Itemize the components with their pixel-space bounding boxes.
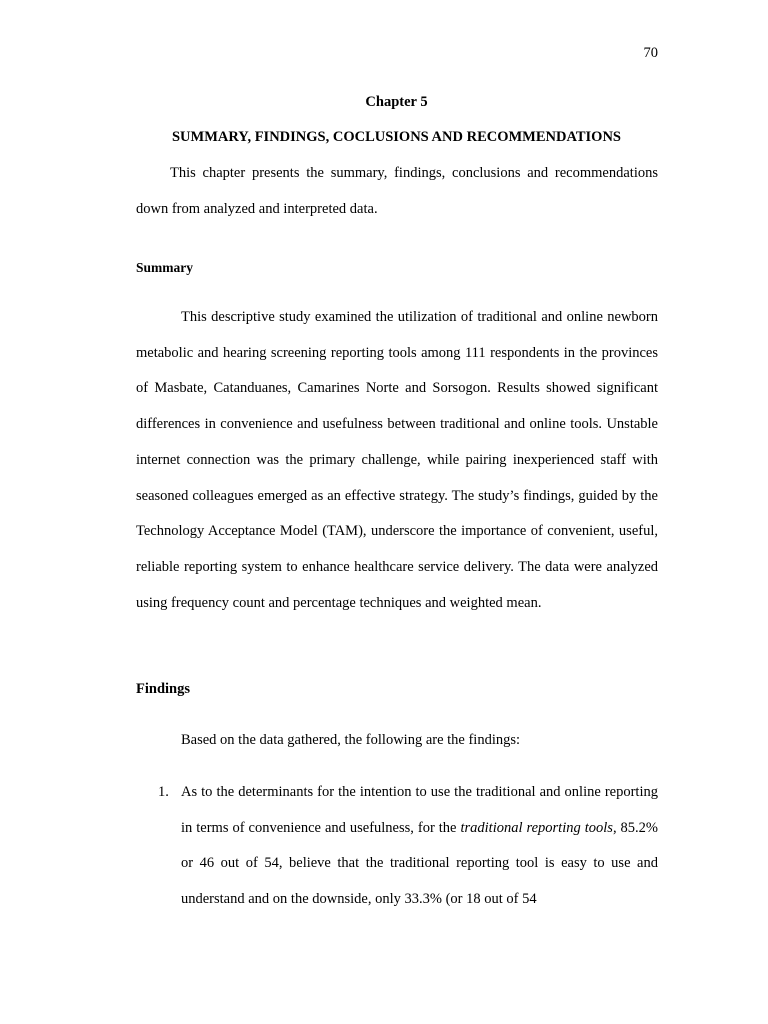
chapter-label: Chapter 5 xyxy=(365,94,428,110)
findings-intro: Based on the data gathered, the following are the findings: xyxy=(181,732,521,748)
list-item-emphasis: traditional reporting tools xyxy=(460,819,613,836)
chapter-title: SUMMARY, FINDINGS, COCLUSIONS AND RECOMMENDATIONS xyxy=(171,129,622,145)
list-item-text xyxy=(181,775,658,918)
list-item-text-before: As to the determinants for the intention to use the traditional and online reporting in terms of convenience and usefulness, for the xyxy=(181,784,658,836)
list-item-number: 1. xyxy=(158,784,169,800)
chapter-intro xyxy=(136,156,658,227)
findings-heading: Findings xyxy=(136,681,190,697)
summary-heading: Summary xyxy=(136,260,193,275)
summary-paragraph: This descriptive study examined the utilization of traditional and online newborn metabolic and hearing screening reporting tools among 111 respondents in the provinces of Masbate, Catanduanes, Camarines Norte and Sorsogon. Results showed significant differences in convenience and usefulness between traditional and online tools. Unstable internet connection was the primary challenge, while pairing inexperienced staff with seasoned colleagues emerged as an effective strategy. The study’s findings, guided by the Technology Acceptance Model (TAM), underscore the importance of convenient, useful, reliable reporting system to enhance healthcare service delivery. The data were analyzed using frequency count and percentage techniques and weighted mean. xyxy=(136,309,658,611)
findings-list-item xyxy=(136,775,658,918)
chapter-intro-paragraph: This chapter presents the summary, findings, conclusions and recommendations down from analyzed and interpreted data. xyxy=(136,165,658,217)
summary-section xyxy=(136,300,658,621)
list-item-text-after: , 85.2% or 46 out of 54, believe that the traditional reporting tool is easy to use and understand and on the downside, only 33.3% (or 18 out of 54 xyxy=(181,819,658,908)
page-number: 70 xyxy=(643,45,658,61)
